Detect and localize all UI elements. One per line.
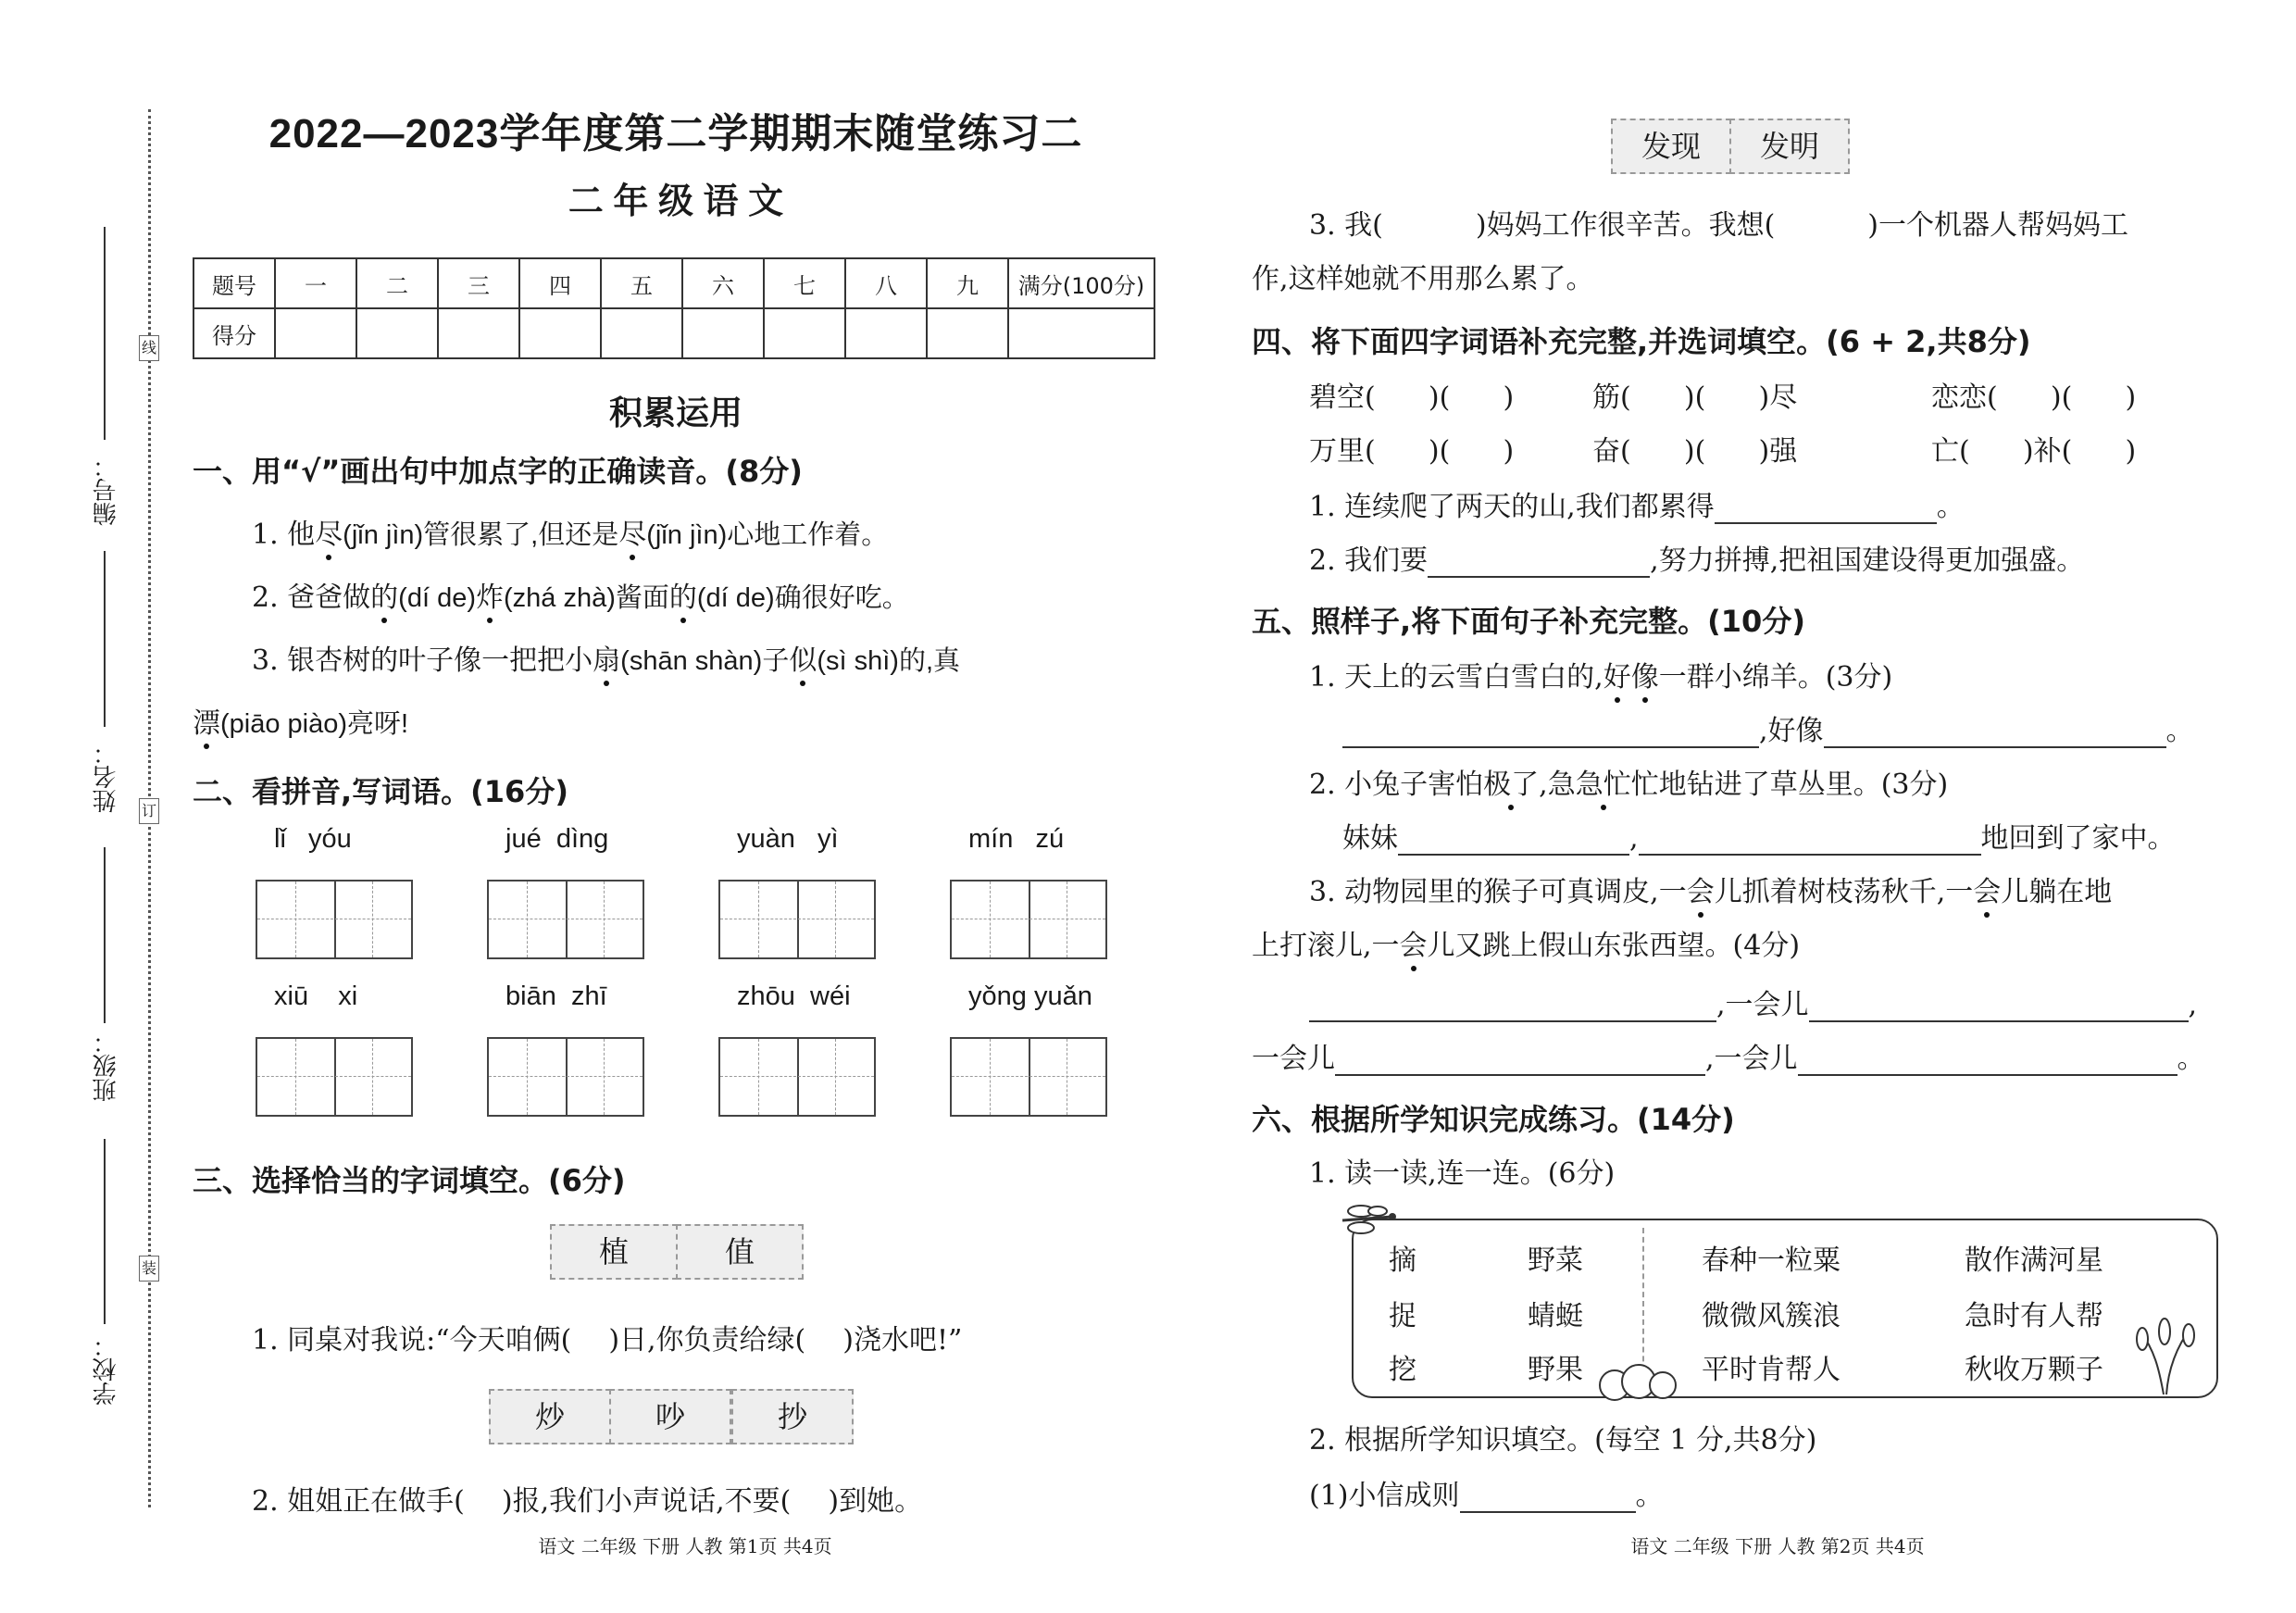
grid-guide [604,882,605,957]
dotted-chars: 一会儿 [1658,876,1742,908]
answer-line[interactable] [1309,993,1716,1022]
page1-footer: 语文 二年级 下册 人教 第1页 共4页 [538,1535,832,1557]
grid-guide [257,1076,411,1077]
pinyin-label: yǒng yuǎn [968,982,1092,1011]
text: 地回到了家中。 [1980,822,2176,855]
text: 又跳上假山东张西望。(4分) [1454,930,1801,962]
answer-line[interactable] [1824,719,2166,748]
writing-grid[interactable] [718,1037,876,1117]
answer-line[interactable] [1335,1046,1705,1076]
idiom-blank[interactable]: 万里( )( ) [1309,435,1515,468]
grid-divider [489,1039,568,1115]
text: 妹妹 [1342,822,1398,855]
s1-question3-cont [193,700,408,741]
text: 3. 动物园里的猴子可真调皮, [1309,876,1659,908]
score-cell: 三 [438,258,519,308]
match-item[interactable]: 微微风簇浪 [1702,1300,1841,1332]
text: )浇水吧!” [842,1324,963,1357]
wheat-icon [2113,1313,2215,1396]
writing-grid[interactable] [256,1037,413,1117]
writing-grid[interactable] [718,880,876,959]
writing-grid[interactable] [950,1037,1107,1117]
score-cell: 八 [845,258,927,308]
grid-guide [295,882,296,957]
match-item[interactable]: 平时肯帮人 [1702,1354,1841,1386]
s5-fill4 [1252,1035,2205,1076]
text: )到她。 [828,1485,923,1518]
text: ,努力拼搏,把祖国建设得更加强盛。 [1650,544,2085,577]
grid-guide [372,1039,373,1115]
text: 2. 姐姐正在做手( [252,1485,465,1518]
s4-question2 [1309,537,2084,578]
answer-line[interactable] [1639,826,1981,856]
match-item[interactable]: 野果 [1528,1354,1583,1386]
score-cell: 四 [519,258,601,308]
idiom-blank[interactable]: 恋恋( )( ) [1931,381,2137,414]
score-cell: 二 [356,258,438,308]
section2-title: 二、看拼音,写词语。(16分) [193,774,568,809]
s6-question2: 2. 根据所学知识填空。(每空 1 分,共8分) [1309,1424,1817,1457]
dotted-char: 像 [1630,661,1659,694]
text: )一个机器人帮妈妈工 [1867,209,2129,242]
answer-line[interactable] [1398,826,1629,856]
text: 3. 我( [1309,209,1383,242]
s4-question1 [1309,483,1965,524]
text: 2. 我们要 [1309,544,1429,577]
grid-divider [489,882,568,957]
score-input-cell[interactable] [601,308,682,358]
dotted-char: 扇 [593,644,621,677]
answer-line[interactable] [1715,494,1937,524]
dotted-char: 的 [668,581,697,614]
match-item[interactable]: 秋收万颗子 [1965,1354,2103,1386]
section6-title: 六、根据所学知识完成练习。(14分) [1252,1102,1735,1137]
score-cell: 满分(100分) [1008,258,1154,308]
s3-question3-cont: 作,这样她就不用那么累了。 [1252,263,1594,295]
text: 一会儿 [1252,1043,1335,1075]
s5-fill3 [1309,982,2197,1022]
text: ,好像 [1759,715,1824,747]
grid-guide [527,882,528,957]
section1-title: 一、用“√”画出句中加点字的正确读音。(8分) [193,454,803,489]
text: 。 [1936,491,1965,523]
text: 地钻进了草丛里。(3分) [1658,769,1949,801]
score-input-cell[interactable] [1008,308,1154,358]
word-card: 植 [550,1224,678,1280]
writing-grid[interactable] [950,880,1107,959]
dotted-char: 好 [1603,661,1631,694]
text: 。 [2177,1043,2205,1075]
word-card: 吵 [609,1389,731,1444]
s3-question3 [1309,202,2128,243]
word-card: 值 [676,1224,804,1280]
answer-line[interactable] [1428,548,1650,578]
section5-title: 五、照样子,将下面句子补充完整。(10分) [1252,604,1805,639]
page-title: 2022—2023学年度第二学期期末随堂练习二 [268,111,1083,156]
binding-mark-ding: 订 [139,798,159,824]
text: )妈妈工作很辛苦。我想( [1475,209,1776,242]
text: 2. 小兔子害怕 [1309,769,1484,801]
dotted-chars: 极了 [1483,769,1540,801]
text: 2. 爸爸做 [252,581,371,614]
binding-class-label: 班级： [93,1030,120,1102]
grid-guide [295,1039,296,1115]
word-card: 抄 [731,1389,854,1444]
s5-fill1 [1342,707,2194,748]
text: 抓着树枝荡秋千, [1741,876,1946,908]
pinyin-label: biān zhī [505,982,607,1011]
dotted-char: 漂 [193,707,220,740]
score-cell: 题号 [193,258,275,308]
writing-grid[interactable] [487,880,644,959]
pinyin-label: lǐ yóu [274,824,352,854]
match-item[interactable]: 野菜 [1528,1244,1583,1277]
text: 躺在地 [2028,876,2113,908]
text: , [2188,989,2198,1021]
grid-guide [758,882,759,957]
score-input-cell[interactable] [682,308,764,358]
score-cell: 六 [682,258,764,308]
pinyin-options[interactable]: (dí de) [398,583,476,613]
dotted-char: 尽 [315,519,343,551]
match-item[interactable]: 春种一粒粟 [1702,1244,1841,1277]
text: (1)小信成则 [1309,1480,1460,1512]
pinyin-options[interactable]: (piāo piào)亮呀! [220,709,409,739]
binding-name-line[interactable] [104,551,106,727]
answer-line[interactable] [1342,719,1759,748]
match-item[interactable]: 蜻蜓 [1528,1300,1583,1332]
text: ,一会儿 [1705,1043,1798,1075]
binding-school-line[interactable] [104,1139,106,1324]
binding-mark-line: 线 [139,335,159,361]
idiom-blank[interactable]: 碧空( )( ) [1309,381,1515,414]
dragonfly-icon [1335,1200,1400,1237]
binding-number-label: 编号： [93,454,120,526]
grid-divider [257,882,336,957]
pinyin-label: jué dìng [505,824,609,854]
section-heading: 积累运用 [608,394,742,432]
score-input-cell[interactable] [356,308,438,358]
grid-guide [952,1076,1105,1077]
grid-guide [489,1076,643,1077]
section4-title: 四、将下面四字词语补充完整,并选词填空。(6 + 2,共8分) [1252,324,2031,359]
score-table [193,257,1155,359]
score-input-cell[interactable] [275,308,356,358]
grid-guide [990,1039,991,1115]
s6-question2-1 [1309,1472,1664,1513]
idiom-blank[interactable]: 奋( )( )强 [1592,435,1798,468]
word-card: 发现 [1611,119,1731,174]
word-card: 炒 [489,1389,611,1444]
s5-question3-cont [1252,922,1800,963]
score-row-label: 得分 [193,308,275,358]
idiom-blank[interactable]: 筋( )( )尽 [1592,381,1798,414]
dotted-chars: 一会儿 [1945,876,2029,908]
grid-guide [604,1039,605,1115]
grid-guide [372,882,373,957]
s5-question3 [1309,869,2112,909]
section3-title: 三、选择恰当的字词填空。(6分) [193,1163,626,1198]
writing-grid[interactable] [256,880,413,959]
match-item[interactable]: 捉 [1389,1300,1416,1332]
text: 1. 他 [252,519,316,551]
s1-question3 [252,637,960,678]
answer-line[interactable] [1809,993,2189,1022]
match-item[interactable]: 摘 [1389,1244,1416,1277]
pinyin-label: mín zú [968,824,1065,854]
score-table-score-row [193,308,1154,358]
text: )日,你负责给绿( [608,1324,806,1357]
score-table-header-row [193,258,1154,308]
text: )报,我们小声说话,不要( [501,1485,792,1518]
grid-divider [720,882,799,957]
match-item[interactable]: 急时有人帮 [1965,1300,2103,1332]
grid-divider [952,1039,1030,1115]
dotted-chars: 一会儿 [1371,930,1455,962]
score-cell: 九 [927,258,1008,308]
s3-question1 [252,1317,962,1357]
text: 一群小绵羊。(3分) [1658,661,1893,694]
score-input-cell[interactable] [845,308,927,358]
grid-guide [835,882,836,957]
score-input-cell[interactable] [927,308,1008,358]
score-input-cell[interactable] [764,308,845,358]
pinyin-options[interactable]: (zhá zhà)酱面 [504,583,669,613]
page2-footer: 语文 二年级 下册 人教 第2页 共4页 [1630,1535,1925,1557]
text: 3. 银杏树的叶子像一把把小 [252,644,593,677]
text: 。 [2165,715,2194,747]
pinyin-label: xiū xi [274,982,358,1011]
pinyin-options[interactable]: (jǐn jìn)心地工作着。 [646,520,889,550]
dotted-chars: 急急忙忙 [1547,769,1659,801]
grid-guide [835,1039,836,1115]
answer-line[interactable] [1460,1483,1636,1513]
word-card: 发明 [1729,119,1850,174]
binding-school-label: 学校： [93,1333,120,1406]
s3-question2 [252,1478,922,1519]
writing-grid[interactable] [487,1037,644,1117]
dotted-char: 的 [370,581,399,614]
dotted-char: 炸 [476,581,504,614]
s1-question2 [252,574,909,615]
grid-divider [257,1039,336,1115]
s1-question1 [252,511,888,552]
s6-question1: 1. 读一读,连一连。(6分) [1309,1157,1616,1190]
pinyin-options[interactable]: (jǐn jìn)管很累了,但还是 [343,520,619,550]
grid-guide [720,1076,874,1077]
text: 。 [1635,1480,1664,1512]
grid-guide [758,1039,759,1115]
s5-question2 [1309,761,1948,802]
binding-name-label: 姓名： [93,741,120,813]
s5-fill2 [1342,815,2176,856]
s5-question1 [1309,654,1892,694]
text: 1. 天上的云雪白雪白的, [1309,661,1603,694]
text: 上打滚儿, [1252,930,1372,962]
text: , [1629,822,1639,855]
match-item[interactable]: 散作满河星 [1965,1244,2103,1277]
score-input-cell[interactable] [519,308,601,358]
score-cell: 七 [764,258,845,308]
score-input-cell[interactable] [438,308,519,358]
text: ,一会儿 [1716,989,1809,1021]
binding-number-line[interactable] [104,227,106,440]
idiom-blank[interactable]: 亡( )补( ) [1931,435,2137,468]
text: , [1539,769,1548,801]
match-item[interactable]: 挖 [1389,1354,1416,1386]
grid-guide [990,882,991,957]
pinyin-label: yuàn yì [737,824,839,854]
grid-divider [720,1039,799,1115]
score-cell: 一 [275,258,356,308]
pinyin-options[interactable]: (dí de)确很好吃。 [696,583,909,613]
grid-guide [527,1039,528,1115]
pinyin-options[interactable]: (shān shàn)子 [620,646,790,676]
text: 1. 连续爬了两天的山,我们都累得 [1309,491,1715,523]
grid-divider [952,882,1030,957]
text: 1. 同桌对我说:“今天咱俩( [252,1324,572,1357]
dotted-char: 似 [789,644,817,677]
answer-line[interactable] [1798,1046,2177,1076]
score-cell: 五 [601,258,682,308]
pinyin-label: zhōu wéi [737,982,851,1011]
binding-mark-zhuang: 装 [139,1256,159,1282]
fruit-faces-icon [1596,1359,1679,1406]
page-subtitle: 二 年 级 语 文 [568,182,784,221]
binding-class-line[interactable] [104,847,106,1023]
pinyin-options[interactable]: (sì shì)的,真 [817,646,960,676]
dotted-char: 尽 [618,519,647,551]
